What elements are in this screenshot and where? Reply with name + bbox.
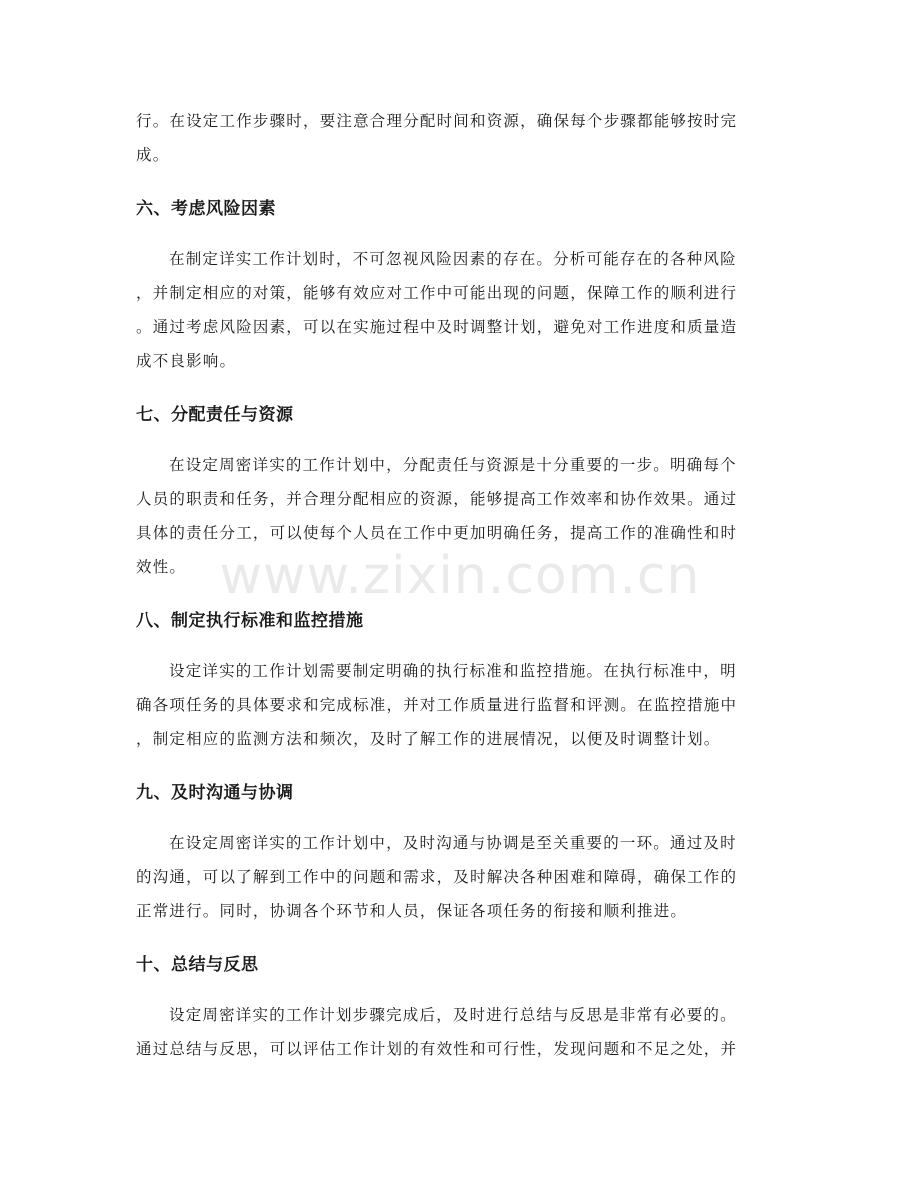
paragraph-line: 正常进行。同时，协调各个环节和人员，保证各项任务的衔接和顺利推进。	[136, 902, 688, 920]
section-heading: 七、分配责任与资源	[136, 405, 294, 425]
paragraph-line: 成。	[136, 146, 170, 164]
paragraph-line: 人员的职责和任务，并合理分配相应的资源，能够提高工作效率和协作效果。通过	[136, 490, 738, 508]
paragraph-line: 在设定周密详实的工作计划中，分配责任与资源是十分重要的一步。明确每个	[169, 456, 737, 474]
section-paragraph	[136, 448, 786, 584]
document-body	[136, 104, 786, 1066]
paragraph-line: 确各项任务的具体要求和完成标准，并对工作质量进行监督和评测。在监控措施中	[136, 696, 738, 714]
paragraph-line: 。通过考虑风险因素，可以在实施过程中及时调整计划，避免对工作进度和质量造	[136, 318, 738, 336]
paragraph-line: ，制定相应的监测方法和频次，及时了解工作的进展情况，以便及时调整计划。	[136, 730, 721, 748]
section-heading: 九、及时沟通与协调	[136, 783, 294, 803]
intro-paragraph	[136, 104, 786, 172]
paragraph-line: 设定周密详实的工作计划步骤完成后，及时进行总结与反思是非常有必要的。	[169, 1006, 737, 1024]
section-heading: 十、总结与反思	[136, 955, 259, 975]
paragraph-line: 在设定周密详实的工作计划中，及时沟通与协调是至关重要的一环。通过及时	[169, 834, 737, 852]
paragraph-line: 通过总结与反思，可以评估工作计划的有效性和可行性，发现问题和不足之处，并	[136, 1040, 738, 1058]
section-paragraph	[136, 242, 786, 378]
paragraph-line: ，并制定相应的对策，能够有效应对工作中可能出现的问题，保障工作的顺利进行	[136, 284, 738, 302]
section-heading: 八、制定执行标准和监控措施	[136, 611, 364, 631]
paragraph-line: 的沟通，可以了解到工作中的问题和需求，及时解决各种困难和障碍，确保工作的	[136, 868, 738, 886]
section-paragraph	[136, 654, 786, 756]
paragraph-line: 效性。	[136, 558, 187, 576]
section-heading: 六、考虑风险因素	[136, 199, 276, 219]
paragraph-line: 具体的责任分工，可以使每个人员在工作中更加明确任务，提高工作的准确性和时	[136, 524, 738, 542]
section-paragraph	[136, 826, 786, 928]
paragraph-line: 设定详实的工作计划需要制定明确的执行标准和监控措施。在执行标准中，明	[169, 662, 737, 680]
paragraph-line: 在制定详实工作计划时，不可忽视风险因素的存在。分析可能存在的各种风险	[169, 250, 737, 268]
section-paragraph	[136, 998, 786, 1066]
paragraph-line: 成不良影响。	[136, 352, 237, 370]
paragraph-line: 行。在设定工作步骤时，要注意合理分配时间和资源，确保每个步骤都能够按时完	[136, 112, 738, 130]
watermark: www.zixin.com.cn	[219, 546, 701, 606]
